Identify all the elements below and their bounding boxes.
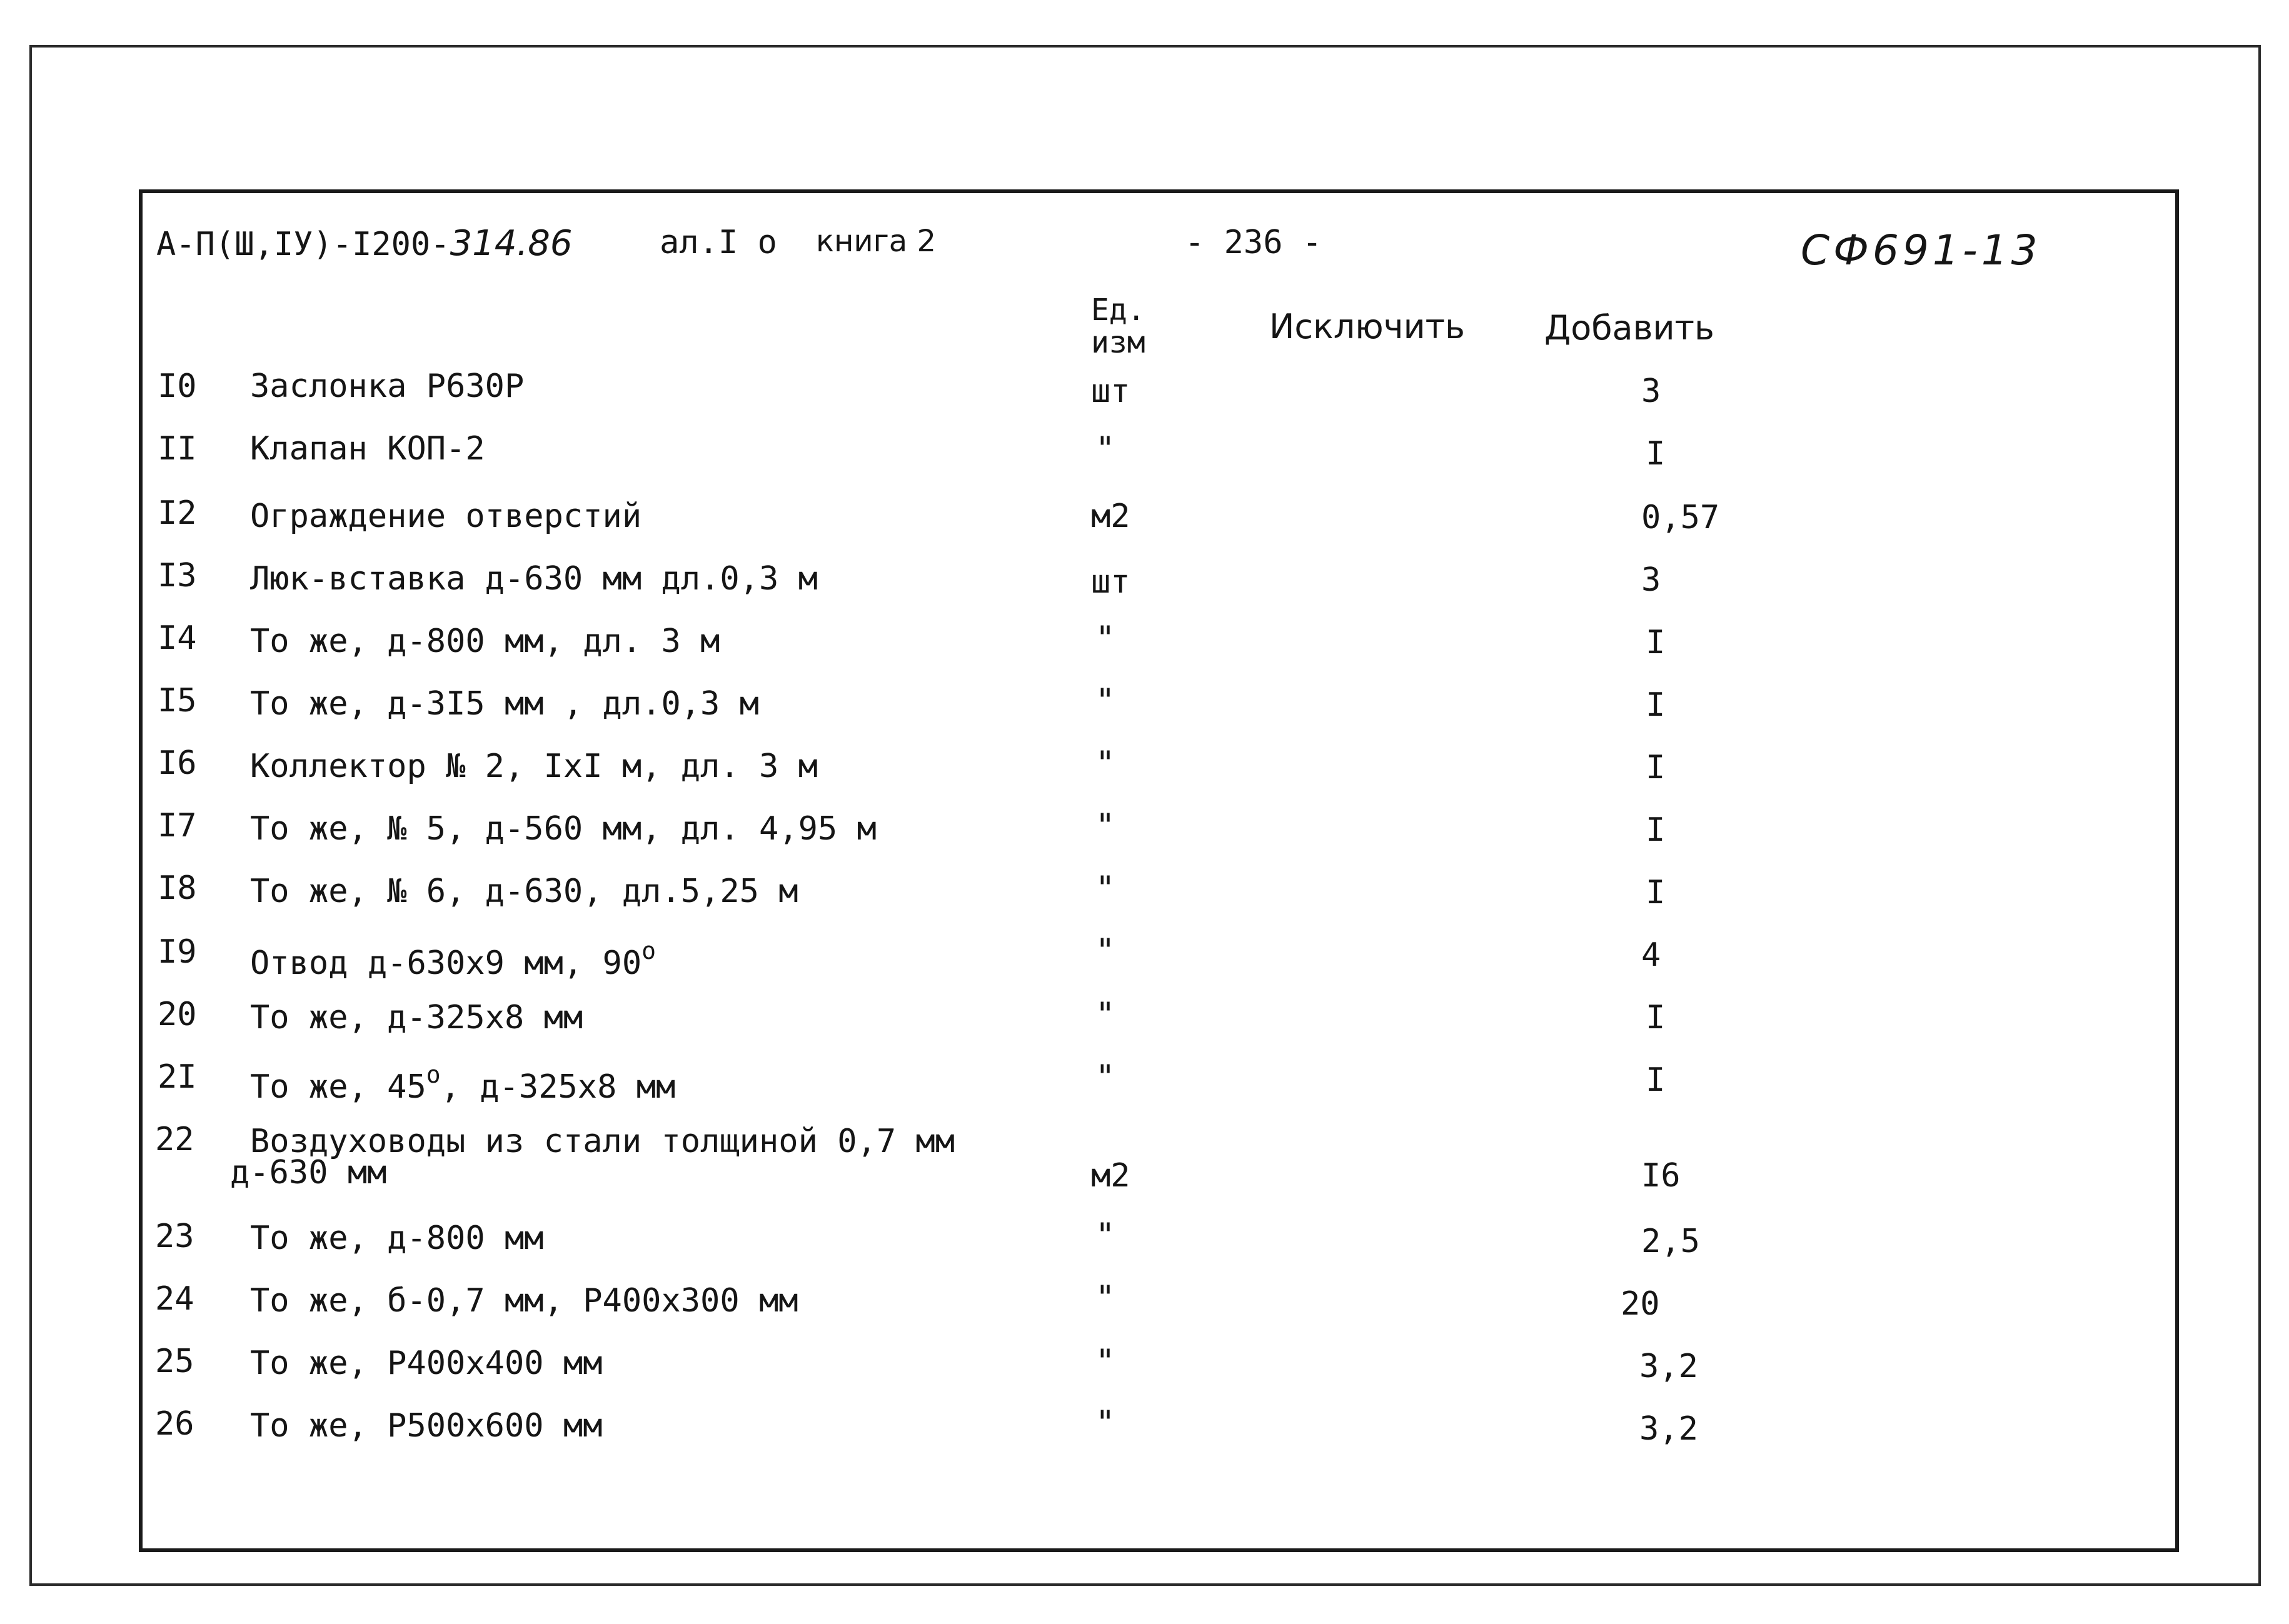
row-number: 26 [155, 1405, 194, 1443]
row-add-value: I [1646, 811, 1666, 849]
row-add-value: I [1646, 874, 1666, 911]
row-name: То же, № 6, д-630, дл.5,25 м [250, 873, 798, 910]
row-name: Клапан КОП-2 [250, 430, 485, 468]
row-unit: " [1095, 1279, 1115, 1316]
row-add-value: 3 [1641, 373, 1661, 410]
row-name: То же, № 5, д-560 мм, дл. 4,95 м [250, 810, 877, 848]
row-add-value: 2,5 [1641, 1223, 1700, 1260]
row-number: I3 [158, 557, 197, 594]
document-code-typed: А-П(Ш,IУ)-I200- [156, 226, 450, 263]
unit-column-header [1091, 294, 1145, 359]
unit-header-line1: Ед. [1091, 293, 1145, 328]
row-number: I6 [158, 744, 197, 782]
row-name: То же, д-800 мм [250, 1220, 544, 1257]
row-unit: " [1095, 1216, 1115, 1254]
row-unit: м2 [1091, 498, 1130, 535]
row-name-tail: , д-325х8 мм [440, 1068, 676, 1106]
page-number: - 236 - [1185, 224, 1322, 261]
row-add-value: I [1646, 686, 1666, 724]
row-unit: " [1095, 996, 1115, 1033]
row-add-value: I [1646, 999, 1666, 1036]
row-name: То же, Р400х400 мм [250, 1345, 603, 1382]
row-unit: шт [1091, 373, 1130, 410]
degree-sign: о [426, 1061, 441, 1088]
row-name-text: Отвод д-630х9 мм, 90 [250, 945, 642, 982]
row-number: I4 [158, 619, 197, 657]
row-number: 22 [155, 1121, 194, 1158]
row-name: То же, Р500х600 мм [250, 1407, 603, 1445]
document-code [156, 223, 573, 264]
row-name: То же, д-3I5 мм , дл.0,3 м [250, 685, 759, 723]
row-unit: " [1095, 932, 1115, 970]
exclude-column-header: Исключить [1269, 307, 1465, 346]
row-name-line2: д-630 мм [230, 1154, 387, 1191]
row-name: То же, д-800 мм, дл. 3 м [250, 623, 720, 660]
row-number: II [158, 430, 197, 468]
row-number: 23 [155, 1218, 194, 1255]
row-unit: " [1095, 1343, 1115, 1380]
row-number: I0 [158, 368, 197, 405]
stamp-code: СФ691-13 [1801, 226, 2041, 274]
row-name-text: То же, 45 [250, 1068, 426, 1106]
row-add-value: I [1646, 624, 1666, 661]
book-label: книга 2 [816, 224, 936, 259]
row-unit: " [1095, 682, 1115, 719]
row-unit: " [1095, 870, 1115, 907]
row-number: I8 [158, 870, 197, 907]
row-name: Воздуховоды из стали толщиной 0,7 мм [250, 1123, 955, 1160]
row-name: Ограждение отверстий [250, 498, 642, 535]
row-name: То же, д-325х8 мм [250, 999, 583, 1036]
row-number: 25 [155, 1343, 194, 1380]
row-number: I9 [158, 933, 197, 971]
row-add-value: 3,2 [1639, 1348, 1698, 1385]
row-add-value: 4 [1641, 936, 1661, 974]
row-add-value: 3,2 [1639, 1410, 1698, 1448]
row-number: 2I [158, 1058, 197, 1096]
row-unit: " [1095, 1404, 1115, 1441]
row-add-value: 0,57 [1641, 499, 1720, 536]
row-unit: шт [1091, 563, 1130, 601]
album-label: ал.I о [660, 224, 777, 261]
row-number: I5 [158, 682, 197, 719]
row-name [250, 1061, 676, 1106]
degree-sign: о [641, 937, 657, 965]
row-name: Коллектор № 2, IхI м, дл. 3 м [250, 748, 818, 785]
row-add-value: 20 [1621, 1285, 1660, 1323]
row-name: Люк-вставка д-630 мм дл.0,3 м [250, 560, 818, 598]
row-number: I7 [158, 807, 197, 845]
row-add-value: I [1646, 1061, 1666, 1099]
add-column-header: Добавить [1544, 308, 1714, 348]
row-unit: " [1095, 807, 1115, 845]
row-name [250, 939, 656, 980]
row-number: I2 [158, 494, 197, 532]
row-name: Заслонка Р630Р [250, 368, 525, 405]
row-number: 24 [155, 1280, 194, 1318]
row-unit: м2 [1091, 1157, 1130, 1195]
row-unit: " [1095, 430, 1115, 468]
row-add-value: I [1646, 435, 1666, 473]
row-unit: " [1095, 1058, 1115, 1096]
row-add-value: 3 [1641, 561, 1661, 599]
row-name: То же, б-0,7 мм, Р400х300 мм [250, 1282, 798, 1320]
unit-header-line2: изм [1091, 325, 1145, 360]
row-unit: " [1095, 619, 1115, 657]
document-code-handwritten: 314.86 [450, 223, 573, 264]
row-unit: " [1095, 744, 1115, 782]
row-number: 20 [158, 996, 197, 1033]
row-add-value: I6 [1641, 1157, 1681, 1195]
row-add-value: I [1646, 749, 1666, 786]
